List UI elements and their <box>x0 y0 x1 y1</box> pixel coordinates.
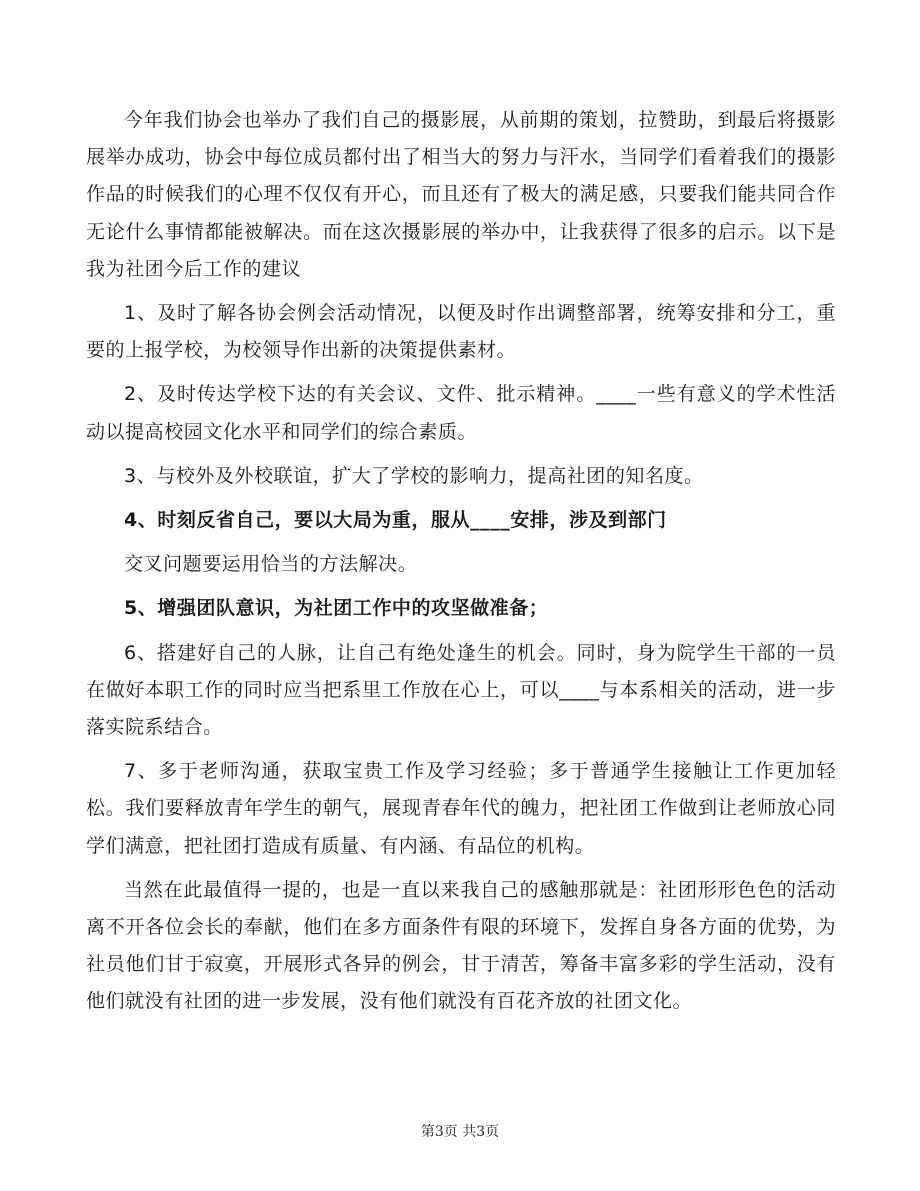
paragraph-item-7: 7、多于老师沟通，获取宝贵工作及学习经验；多于普通学生接触让工作更加轻松。我们要释放青年学生的朝气，展现青春年代的魄力，把社团工作做到让老师放心同学们满意，把社团打造成有质量、有内涵、有品位的机构。 <box>86 760 836 857</box>
paragraph-item-3: 3、与校外及外校联谊，扩大了学校的影响力，提高社团的知名度。 <box>124 464 704 487</box>
paragraph-item-6: 6、搭建好自己的人脉，让自己有绝处逢生的机会。同时，身为院学生干部的一员在做好本职工作的同时应当把系里工作放在心上，可以____与本系相关的活动，进一步落实院系结合。 <box>86 641 836 739</box>
paragraph-item-1: 1、及时了解各协会例会活动情况，以便及时作出调整部署，统筹安排和分工，重要的上报学校，为校领导作出新的决策提供素材。 <box>86 302 836 362</box>
paragraph-item-4: 4、时刻反省自己，要以大局为重，服从____安排，涉及到部门 <box>124 509 667 532</box>
page-footer: 第3页 共3页 <box>420 1124 500 1140</box>
paragraph-item-5: 5、增强团队意识，为社团工作中的攻坚做准备； <box>124 597 549 620</box>
paragraph-conclusion: 当然在此最值得一提的，也是一直以来我自己的感触那就是：社团形形色色的活动离不开各位会长的奉献，他们在多方面条件有限的环境下，发挥自身各方面的优势，为社员他们甘于寂寞，开展形式各异的例会，甘于清苦，筹备丰富多彩的学生活动，没有他们就没有社团的进一步发展，没有他们就没有百花齐放的社团文化。 <box>86 878 836 1013</box>
document-body <box>86 102 836 1028</box>
paragraph-item-2: 2、及时传达学校下达的有关会议、文件、批示精神。____一些有意义的学术性活动以提高校园文化水平和同学们的综合素质。 <box>86 383 836 443</box>
paragraph-item-4-continued: 交叉问题要运用恰当的方法解决。 <box>124 553 418 576</box>
paragraph-intro: 今年我们协会也举办了我们自己的摄影展，从前期的策划，拉赞助，到最后将摄影展举办成功，协会中每位成员都付出了相当大的努力与汗水，当同学们看着我们的摄影作品的时候我们的心理不仅仅有开心，而且还有了极大的满足感，只要我们能共同合作无论什么事情都能被解决。而在这次摄影展的举办中，让我获得了很多的启示。以下是我为社团今后工作的建议 <box>86 109 836 280</box>
